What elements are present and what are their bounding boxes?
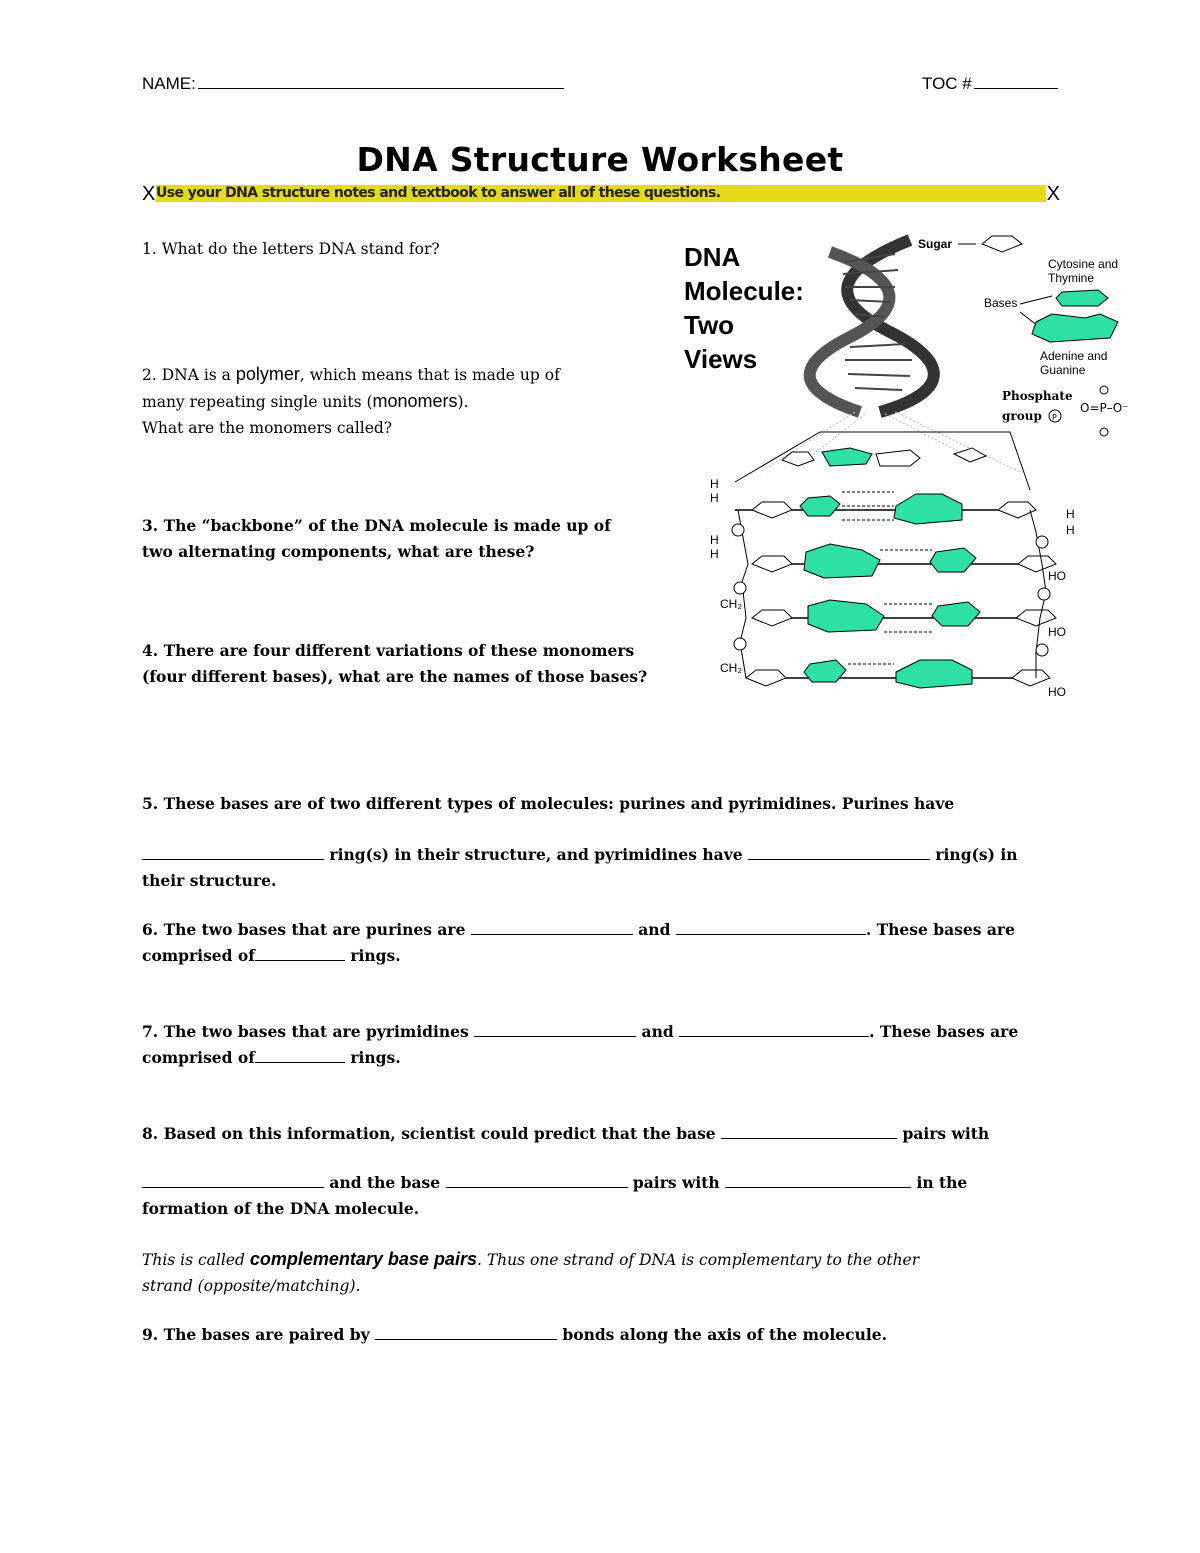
question-4 [142,638,647,690]
bases-label: Bases [984,296,1018,310]
h-label-6: H [1066,523,1075,537]
q6-text-a: 6. The two bases that are purines are [142,920,466,939]
q5-line-1: 5. These bases are of two different types of molecules: purines and pyrimidines. Purines have [142,794,955,813]
toc-label: TOC # [922,74,972,93]
note-text-b: . Thus one strand of DNA is complementary to the other [476,1251,920,1269]
ladder-sugar-3b [1016,610,1056,626]
q4-line-2: (four different bases), what are the names of those bases? [142,667,648,686]
q7-text-a: 7. The two bases that are pyrimidines [142,1022,469,1041]
q2-text-b: , which means that is made up of [299,366,560,384]
ladder-base-4b [896,660,972,688]
question-6 [142,917,1015,969]
q6-blank-3[interactable] [255,959,345,961]
term-polymer: polymer [235,364,300,384]
q7-text-c: . These bases are [869,1022,1019,1041]
phosphate-label-2: group [1002,409,1042,423]
ho-label-2: HO [1048,625,1066,639]
ladder-base-2a [804,544,880,578]
q6-text-b: and [638,920,671,939]
ho-label-1: HO [1048,569,1066,583]
question-7 [142,1019,1018,1071]
ladder-base-1b [894,494,962,524]
ch2-label-2: CH₂ [720,661,742,675]
q3-line-1: 3. The “backbone” of the DNA molecule is made up of [142,516,611,535]
q7-text-b: and [641,1022,674,1041]
ladder-sugar-4a [746,670,786,686]
question-3 [142,513,611,565]
ladder-base-0b [876,450,920,466]
x-mark-right-icon: X [1046,183,1060,205]
ladder-view [732,432,1056,688]
oxygen-top-icon [1100,386,1108,394]
complementary-note [142,1246,919,1299]
term-complementary-base-pairs: complementary base pairs [249,1249,477,1269]
purine-base-icon [1032,314,1118,342]
q6-text-e: rings. [350,946,401,965]
q8-text-f: formation of the DNA molecule. [142,1199,420,1218]
q7-blank-1[interactable] [474,1035,636,1037]
name-field[interactable] [142,74,564,94]
q8-blank-3[interactable] [446,1186,628,1188]
adenine-guanine-label-1: Adenine and [1040,349,1108,363]
diagram-heading-1: DNA [684,242,741,272]
h-label-5: H [1066,507,1075,521]
sugar-pentagon-icon [982,236,1022,252]
page-title: DNA Structure Worksheet [356,140,844,179]
q2-text-d: ). [457,393,469,411]
note-text-c: strand (opposite/matching). [142,1277,361,1295]
q8-blank-1[interactable] [721,1137,897,1139]
ladder-sugar-2a [752,556,792,572]
q8-blank-2[interactable] [142,1186,324,1188]
question-1 [142,236,440,262]
q7-text-d: comprised of [142,1048,255,1067]
sugar-label: Sugar [918,237,953,251]
ladder-base-3b [932,602,980,626]
h-label-3: H [710,533,719,547]
q3-line-2: two alternating components, what are these? [142,542,535,561]
q6-blank-1[interactable] [471,933,633,935]
ladder-sugar-4b [1012,670,1050,686]
phosphate-label-1: Phosphate [1002,389,1073,403]
ladder-sugar-1a [752,502,792,518]
instructions-text: Use your DNA structure notes and textbook to answer all of these questions. [156,185,721,201]
q7-blank-3[interactable] [255,1061,345,1063]
term-monomers: monomers [372,391,458,411]
question-2 [142,361,560,441]
q4-line-1: 4. There are four different variations of these monomers [142,641,635,660]
name-label: NAME: [142,74,196,93]
question-8 [142,1121,989,1147]
q5-blank-2[interactable] [748,858,930,860]
q7-text-e: rings. [350,1048,401,1067]
x-mark-left-icon: X [142,183,156,205]
name-line[interactable] [198,87,564,89]
phosphate-marker-5 [1038,588,1050,600]
oxygen-bottom-icon [1100,428,1108,436]
ladder-base-0a [822,448,872,466]
diagram-heading-2: Molecule: [684,276,804,306]
phosphate-formula: O=P–O⁻ [1080,401,1129,415]
phosphate-marker-3 [734,638,746,650]
diagram-heading-4: Views [684,344,758,374]
q6-text-d: comprised of [142,946,255,965]
diagram-heading-3: Two [684,310,735,340]
phosphate-marker-6 [1036,644,1048,656]
ladder-sugar-0 [782,452,814,466]
dna-diagram [680,232,1150,717]
q8-text-c: and the base [329,1173,441,1192]
q2-text-c: many repeating single units ( [142,393,373,411]
q9-text-a: 9. The bases are paired by [142,1325,370,1344]
q2-text-e: What are the monomers called? [142,419,393,437]
h-label-1: H [710,477,719,491]
q5-line-3: their structure. [142,871,277,890]
phosphate-marker-2 [734,582,746,594]
note-text-a: This is called [142,1251,250,1269]
question-8-continued [142,1170,967,1222]
q5-text-mid2: ring(s) in [935,845,1018,864]
q5-text-mid1: ring(s) in their structure, and pyrimidines have [329,845,743,864]
question-1-text: 1. What do the letters DNA stand for? [142,240,440,258]
toc-field[interactable] [922,74,1058,94]
pyrimidine-base-icon [1056,290,1108,306]
question-9 [142,1322,887,1348]
ladder-sugar-0b [954,448,986,462]
dna-diagram-svg [680,232,1150,717]
phosphate-marker-1 [732,524,744,536]
q8-text-d: pairs with [632,1173,720,1192]
q7-blank-2[interactable] [679,1035,869,1037]
h-label-4: H [710,547,719,561]
ho-label-3: HO [1048,685,1066,699]
q2-text-a: 2. DNA is a [142,366,236,384]
toc-line[interactable] [974,87,1058,89]
q9-blank-1[interactable] [375,1338,557,1340]
phosphate-marker-4 [1036,536,1048,548]
question-5-continued [142,842,1017,894]
q8-text-a: 8. Based on this information, scientist could predict that the base [142,1124,716,1143]
q8-blank-4[interactable] [725,1186,911,1188]
ladder-base-2b [930,548,976,572]
ladder-base-1a [800,496,840,516]
q9-text-b: bonds along the axis of the molecule. [562,1325,887,1344]
q8-text-e: in the [916,1173,968,1192]
double-helix-icon [810,240,934,412]
ladder-base-3a [808,600,884,632]
q6-blank-2[interactable] [676,933,866,935]
h-label-2: H [710,491,719,505]
phosphate-circle-letter: P [1052,413,1057,422]
ch2-label-1: CH₂ [720,597,742,611]
q6-text-c: . These bases are [865,920,1015,939]
q8-text-b: pairs with [902,1124,990,1143]
adenine-guanine-label-2: Guanine [1040,363,1086,377]
q5-blank-1[interactable] [142,858,324,860]
ladder-sugar-3a [752,610,792,626]
question-5 [142,791,954,817]
cytosine-thymine-label-1: Cytosine and [1048,257,1119,271]
cytosine-thymine-label-2: Thymine [1048,271,1095,285]
instructions-banner [142,183,1060,205]
